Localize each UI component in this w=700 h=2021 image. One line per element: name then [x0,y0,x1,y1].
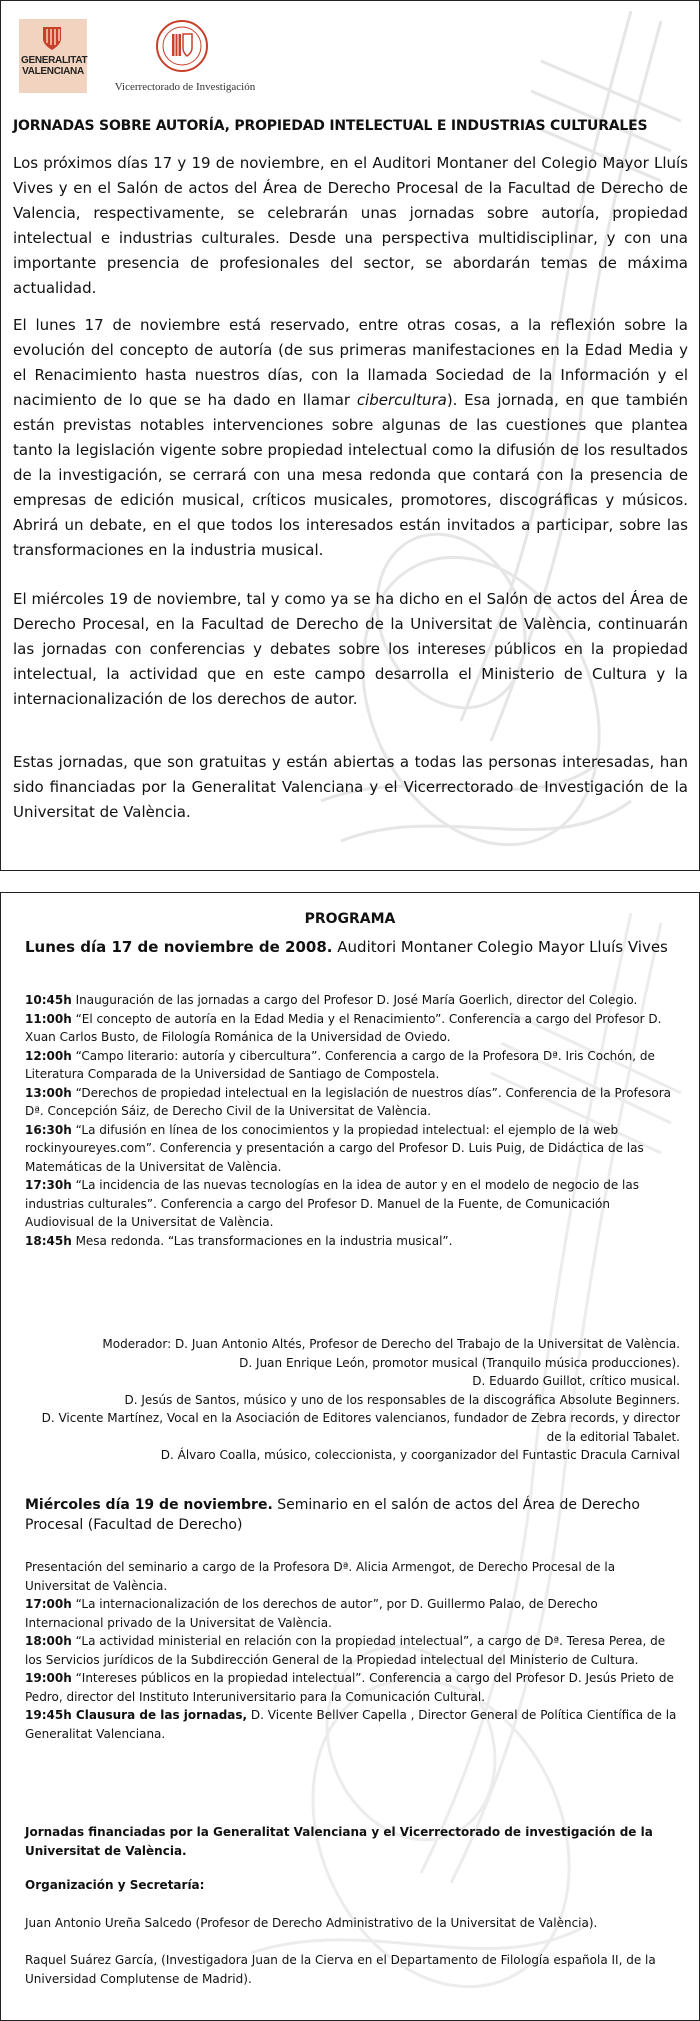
day1-schedule-item [25,1176,680,1232]
schedule-description: “Derechos de propiedad intelectual en la legislación de nuestros días”. Conferencia de la Profesora Dª. Concepción Sáiz, de Derecho Civil de la Universitat de València. [25,1085,672,1118]
day1-venue: Auditori Montaner Colegio Mayor Lluís Vives [332,938,668,956]
schedule-description: Mesa redonda. “Las transformaciones en la industria musical”. [71,1233,453,1248]
generalitat-valenciana-logo [19,19,87,93]
day2-venue: Seminario en el salón de actos del Área de Derecho Procesal (Facultad de Derecho) [25,1497,640,1533]
paragraph-text: ). Esa jornada, en que también están previstas notables intervenciones sobre algunas de las cuestiones que plantea tanto la legislación vigente sobre propiedad intelectual como la difusión de los resultados de la investigación, se cerrará con una mesa redonda que contará con la presencia de empresas de edición musical, críticos musicales, promotores, discográficas y músicos. Abrirá un debate, en el que todos los interesados están invitados a participar, sobre las transformaciones en la industria musical. [13,391,688,559]
schedule-time: 12:00h [25,1048,72,1063]
vicerrectorado-label: Vicerrectorado de Investigación [114,81,256,93]
day2-heading [25,1495,680,1535]
round-table-participant: D. Jesús de Santos, músico y uno de los responsables de la discográfica Absolute Beginners. [124,1392,680,1407]
day2-schedule-item [25,1669,680,1706]
schedule-description: “La difusión en línea de los conocimientos y la propiedad intelectual: el ejemplo de la web rockinyoureyes.com”. Conferencia y presentación a cargo del Profesor D. Luis Puig, de Didáctica de las Matemáticas de la Universitat de València. [25,1122,644,1174]
schedule-time: 19:45h Clausura de las jornadas, [25,1708,248,1722]
page-title: JORNADAS SOBRE AUTORÍA, PROPIEDAD INTELECTUAL E INDUSTRIAS CULTURALES [13,118,648,134]
programa-panel [0,892,700,2021]
universitat-valencia-logo [99,19,271,99]
round-table-participant: D. Vicente Martínez, Vocal en la Asociación de Editores valencianos, fundador de Zebra records, y director de la editorial Tabalet. [41,1411,680,1444]
schedule-time: 18:00h [25,1634,72,1648]
round-table-participant: Moderador: D. Juan Antonio Altés, Profesor de Derecho del Trabajo de la Universitat de València. [102,1337,680,1351]
schedule-time: 13:00h [25,1085,72,1100]
day1-schedule-item [25,1084,680,1121]
logos-header [19,19,279,99]
day2-schedule [25,1595,680,1743]
schedule-time: 10:45h [25,993,72,1007]
day2-schedule-item [25,1595,680,1632]
organization-title: Organización y Secretaría: [25,1878,205,1892]
cibercultura-term: cibercultura [356,391,447,409]
day1-schedule-item [25,991,680,1010]
programa-title: PROGRAMA [304,911,396,927]
day2-schedule-item [25,1706,680,1743]
round-table-participant: D. Álvaro Coalla, músico, coleccionista, y coorganizador del Funtastic Dracula Carnival [160,1448,680,1462]
round-table-participant: D. Eduardo Guillot, crítico musical. [472,1374,680,1388]
schedule-description: “La incidencia de las nuevas tecnologías en la idea de autor y en el modelo de negocio de las industrias culturales”. Conferencia a cargo del Profesor D. Manuel de la Fuente, de Comunicación Audiovisual de la Universitat de València. [25,1178,639,1229]
paragraph-text: El lunes 17 de noviembre está reservado, entre otras cosas, a la reflexión sobre la evolución del concepto de autoría (de sus primeras manifestaciones en la Edad Media y el Renacimiento hasta nuestros días, con la llamada Sociedad de la Información y el nacimiento de lo que se ha dado en llamar [13,316,688,409]
schedule-description: “La actividad ministerial en relación con la propiedad intelectual”, a cargo de Dª. Teresa Perea, de los Servicios jurídicos de la Subdirección General de la Propiedad intelectual del Ministerio de Cultura. [25,1634,666,1667]
intro-paragraph-3: El miércoles 19 de noviembre, tal y como ya se ha dicho en el Salón de actos del Área de Derecho Procesal, en la Facultad de Derecho de la Universitat de València, continuarán las jornadas con conferencias y debates sobre los intereses públicos en la propiedad intelectual, la actividad que en este campo desarrolla el Ministerio de Cultura y la internacionalización de los derechos de autor. [13,590,688,708]
schedule-time: 18:45h [25,1233,72,1248]
generalitat-logo-text: GENERALITAT VALENCIANA [21,55,88,77]
schedule-description: “La internacionalización de los derechos de autor”, por D. Guillermo Palao, de Derecho Internacional privado de la Universitat de València. [25,1597,598,1630]
schedule-description: Inauguración de las jornadas a cargo del Profesor D. José María Goerlich, director del Colegio. [71,993,638,1007]
day2-intro: Presentación del seminario a cargo de la Profesora Dª. Alicia Armengot, de Derecho Procesal de la Universitat de València. [25,1560,616,1593]
organizer-2: Raquel Suárez García, (Investigadora Juan de la Cierva en el Departamento de Filología española II, de la Universidad Complutense de Madrid). [25,1953,656,1986]
day2-date: Miércoles día 19 de noviembre. [25,1497,273,1513]
schedule-description: “Intereses públicos en la propiedad intelectual”. Conferencia a cargo del Profesor D. Jesús Prieto de Pedro, director del Instituto Interuniversitario para la Comunicación Cultural. [25,1671,674,1704]
day1-date: Lunes día 17 de noviembre de 2008. [25,938,333,956]
schedule-description: D. Vicente Bellver Capella , Director General de Política Científica de la Generalitat Valenciana. [25,1708,677,1741]
day1-schedule-item [25,1010,680,1047]
intro-paragraph-1: Los próximos días 17 y 19 de noviembre, en el Auditori Montaner del Colegio Mayor Lluís Vives y en el Salón de actos del Área de Derecho Procesal de la Facultad de Derecho de Valencia, respectivamente, se celebrarán unas jornadas sobre autoría, propiedad intelectual e industrias culturales. Desde una perspectiva multidisciplinar, y con una importante presencia de profesionales del sector, se abordarán temas de máxima actualidad. [13,154,688,297]
schedule-time: 17:00h [25,1597,72,1611]
schedule-time: 17:30h [25,1178,72,1192]
generalitat-shield-icon [41,25,63,51]
schedule-time: 19:00h [25,1671,72,1685]
day1-schedule-item [25,1121,680,1177]
day1-schedule-item [25,1232,680,1251]
day1-schedule-item [25,1047,680,1084]
university-seal-icon [155,19,209,73]
intro-panel [0,0,700,871]
schedule-time: 11:00h [25,1011,72,1026]
schedule-description: “Campo literario: autoría y cibercultura”. Conferencia a cargo de la Profesora Dª. Iris Cochón, de Literatura Comparada de la Universidad de Santiago de Compostela. [25,1048,655,1081]
round-table-participant: D. Juan Enrique León, promotor musical (Tranquilo música producciones). [239,1355,680,1370]
intro-paragraph-4: Estas jornadas, que son gratuitas y están abiertas a todas las personas interesadas, han sido financiadas por la Generalitat Valenciana y el Vicerrectorado de Investigación de la Universitat de València. [13,753,688,821]
funding-note: Jornadas financiadas por la Generalitat Valenciana y el Vicerrectorado de investigación de la Universitat de València. [25,1825,653,1858]
day2-schedule-item [25,1632,680,1669]
day1-heading [25,938,685,956]
schedule-time: 16:30h [25,1122,72,1137]
round-table-participants [25,1335,680,1465]
day1-schedule [25,991,680,1250]
schedule-description: “El concepto de autoría en la Edad Media y el Renacimiento”. Conferencia a cargo del Profesor D. Xuan Carlos Busto, de Filología Románica de la Universidad de Oviedo. [25,1011,662,1044]
intro-paragraph-2 [13,313,688,563]
organizer-1: Juan Antonio Ureña Salcedo (Profesor de Derecho Administrativo de la Universitat de València). [25,1916,598,1930]
